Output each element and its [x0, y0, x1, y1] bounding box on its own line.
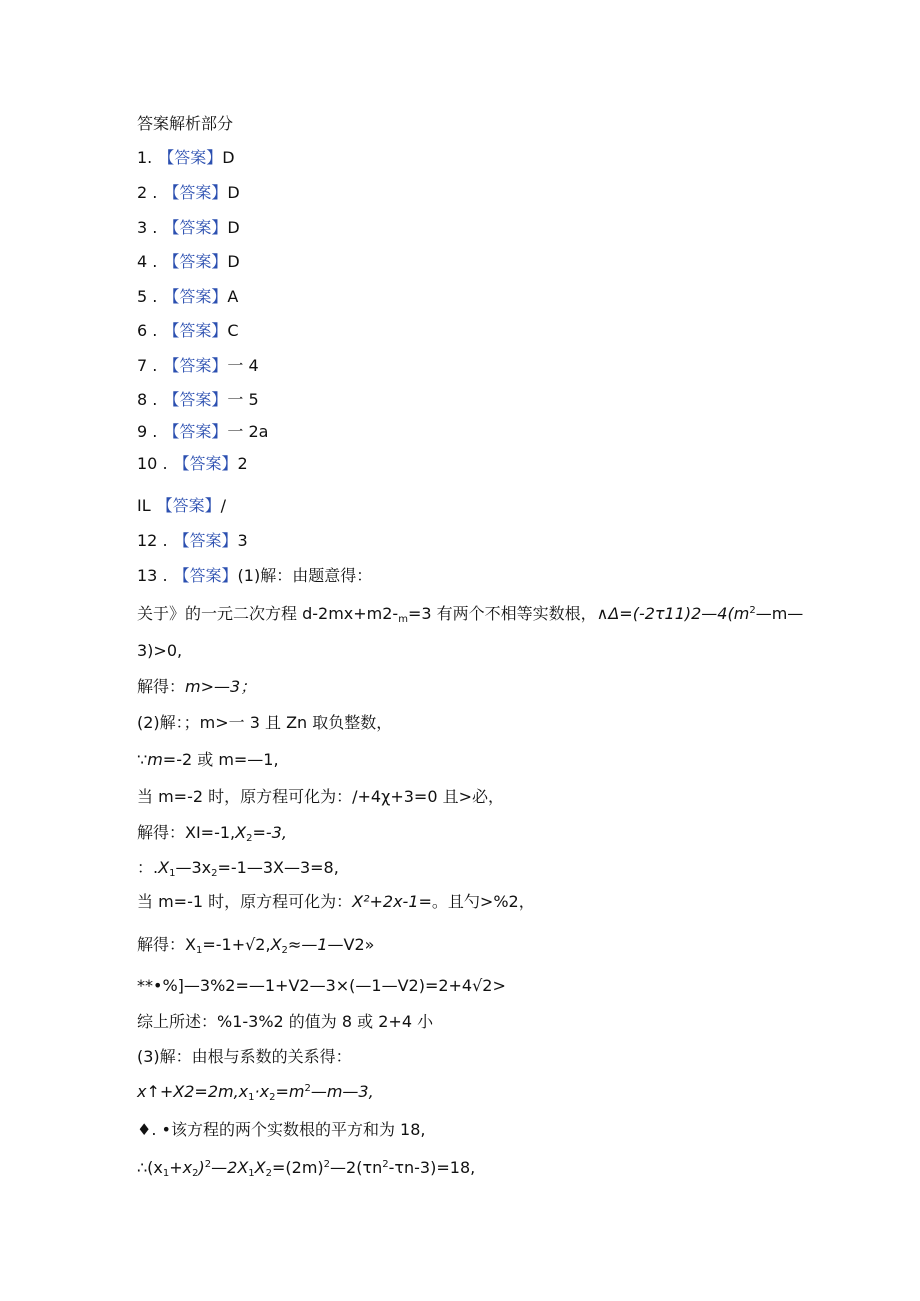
answer-value: 2	[237, 454, 248, 473]
answer-value: D	[227, 218, 240, 237]
solution-line-15: ♦. •该方程的两个实数根的平方和为 18,	[137, 1120, 426, 1139]
answer-value: D	[222, 148, 235, 167]
answer-value: D	[227, 183, 240, 202]
answer-number: 4 .	[137, 252, 158, 271]
answer-tag: 【答案】	[163, 390, 228, 409]
answer-tag: 【答案】	[173, 454, 238, 473]
answer-number: 13 .	[137, 566, 168, 585]
answer-number: 5 .	[137, 287, 158, 306]
solution-line-5: ∵m=-2 或 m=—1,	[137, 750, 279, 769]
answer-number: 12 .	[137, 531, 168, 550]
answer-value: C	[227, 321, 239, 340]
answer-tag: 【答案】	[156, 496, 221, 515]
answer-item	[137, 356, 259, 376]
solution-line-1: 关于》的一元二次方程 $d-2mx+m2-_m=3$ 有两个不相等实数根，$\wedge\Delta=(-2\tau 11)2—4(m^2—m—$	[137, 604, 804, 625]
answer-number: 9 .	[137, 422, 158, 441]
answer-tag: 【答案】	[163, 422, 228, 441]
answer-tag: 【答案】	[173, 566, 238, 585]
solution-line-12: 综上所述：%1-3%2 的值为 8 或 2+4 小	[137, 1012, 434, 1031]
solution-line-4: (2)解：；m>一 3 且 Zn 取负整数，	[137, 713, 393, 732]
answer-tag: 【答案】	[163, 183, 228, 202]
answer-value: (1)解：由题意得：	[237, 566, 373, 585]
answer-tag: 【答案】	[163, 321, 228, 340]
answer-item	[137, 454, 248, 474]
answer-item	[137, 422, 268, 442]
solution-line-2: 3)>0,	[137, 641, 183, 660]
solution-line-10: 解得：$X_1=-1+√2,X_2\approx—1—V2$»	[137, 935, 375, 956]
answer-item	[137, 252, 240, 272]
solution-line-9: 当 m=-1 时，原方程可化为：X²+2x-1=。且勺>%2，	[137, 892, 535, 911]
solution-line-16: $\therefore(x_1+x_2)^2—2X_1X_2=(2m)^2—2(\tau n^2-\tau n-3)=18$,	[137, 1158, 476, 1179]
solution-line-3: 解得：m>—3；	[137, 677, 257, 696]
solution-line-7: 解得：$XI=-1,X_2=-3$,	[137, 823, 287, 844]
answer-number: IL	[137, 496, 151, 515]
answer-tag: 【答案】	[163, 287, 228, 306]
answer-item	[137, 287, 238, 307]
answer-tag: 【答案】	[173, 531, 238, 550]
answer-number: 8 .	[137, 390, 158, 409]
answer-item	[137, 531, 248, 551]
solution-line-8: ：$.X_1—3x_2=-1—3X—3=8$,	[137, 858, 339, 879]
answer-tag: 【答案】	[163, 356, 228, 375]
answer-value: 一 4	[227, 356, 259, 375]
solution-line-14: $x↑+X2=2m,x_1\cdot x_2=m^2—m—3$,	[137, 1082, 374, 1103]
answer-item	[137, 566, 372, 586]
answer-number: 7 .	[137, 356, 158, 375]
answer-number: 6 .	[137, 321, 158, 340]
answer-value: D	[227, 252, 240, 271]
answer-item	[137, 496, 226, 516]
answer-tag: 【答案】	[163, 252, 228, 271]
answer-item	[137, 183, 240, 203]
solution-line-13: (3)解：由根与系数的关系得：	[137, 1047, 352, 1066]
answer-value: /	[220, 496, 227, 515]
answer-number: 2 .	[137, 183, 158, 202]
answer-tag: 【答案】	[158, 148, 223, 167]
answer-value: 一 2a	[227, 422, 269, 441]
answer-number: 3 .	[137, 218, 158, 237]
answer-number: 1.	[137, 148, 153, 167]
solution-line-6: 当 m=-2 时，原方程可化为：/+4χ+3=0 且>必，	[137, 787, 505, 806]
answer-value: 3	[237, 531, 248, 550]
solution-line-11: **•%]—3%2=—1+V2—3×(—1—V2)=2+4√2>	[137, 976, 506, 995]
answer-item	[137, 218, 240, 238]
answer-number: 10 .	[137, 454, 168, 473]
answer-tag: 【答案】	[163, 218, 228, 237]
answer-item	[137, 148, 235, 168]
answer-item	[137, 321, 239, 341]
answer-value: 一 5	[227, 390, 259, 409]
answer-value: A	[227, 287, 239, 306]
answer-item	[137, 390, 259, 410]
section-heading: 答案解析部分	[137, 114, 234, 133]
